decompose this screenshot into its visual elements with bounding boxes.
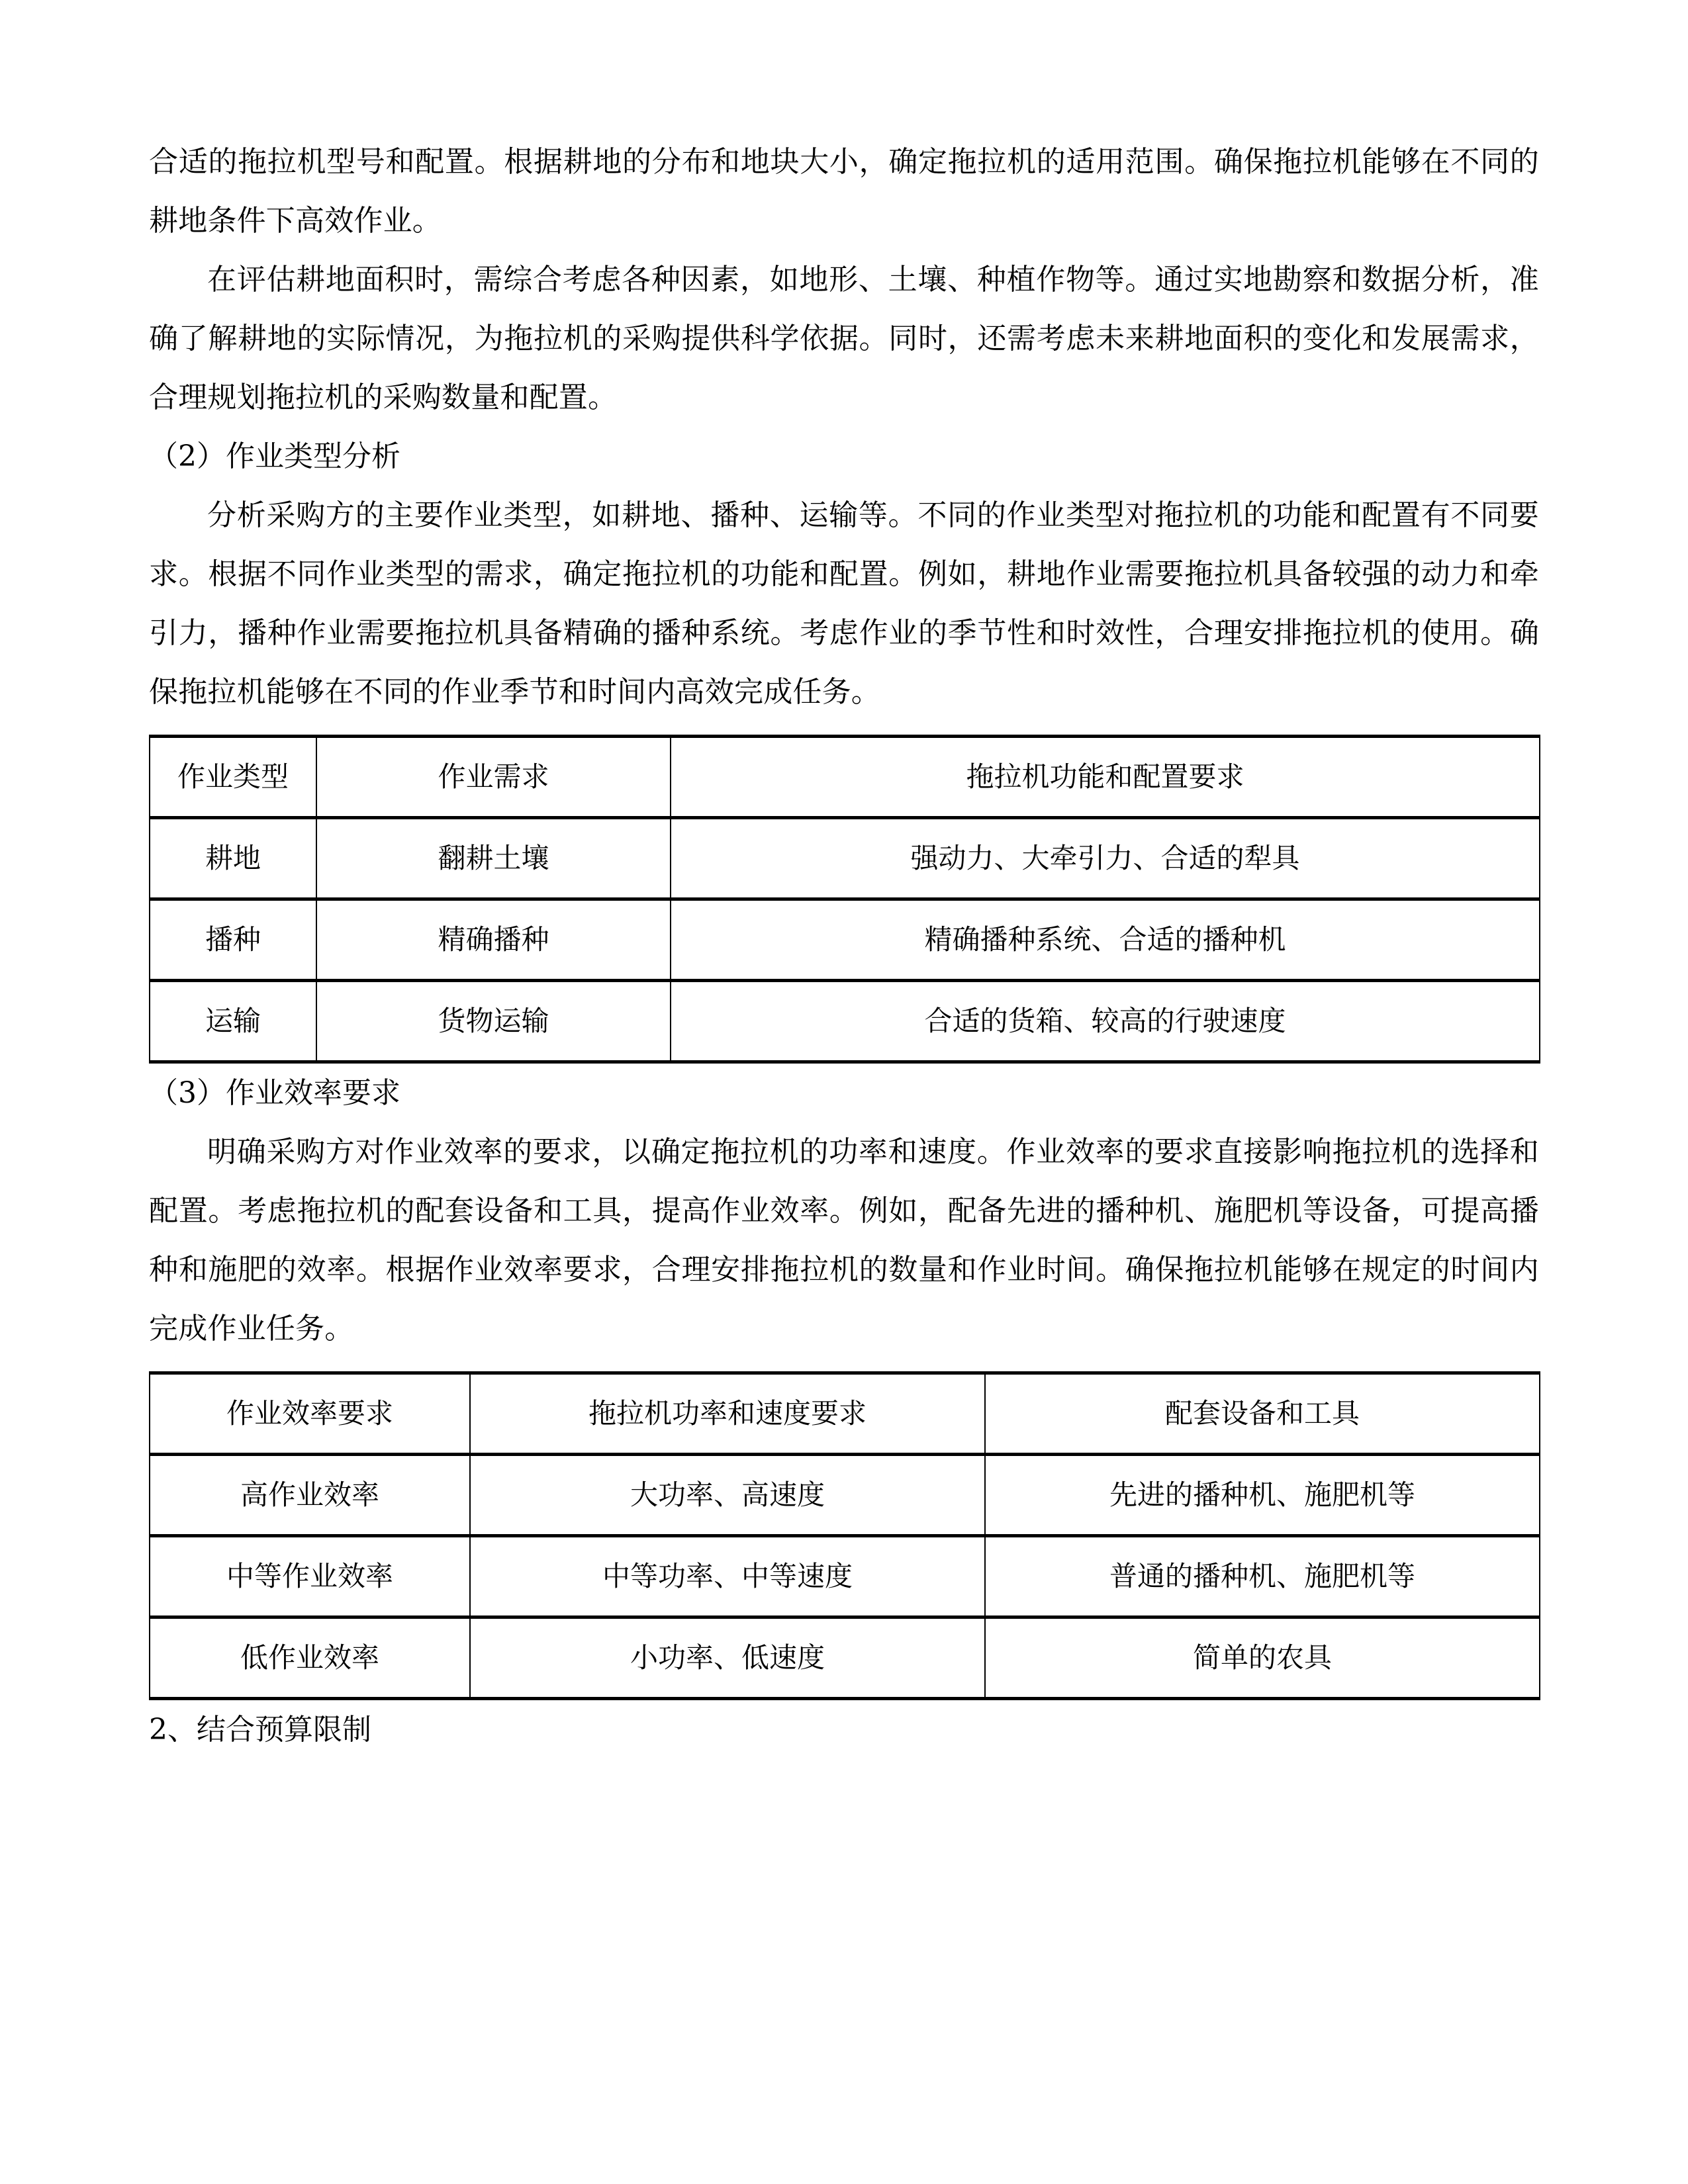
section-heading-3: （3）作业效率要求	[149, 1076, 400, 1110]
table-cell: 简单的农具	[985, 1617, 1540, 1699]
table-cell: 合适的货箱、较高的行驶速度	[671, 981, 1540, 1062]
section-heading-2: （2）作业类型分析	[149, 439, 400, 473]
table-cell: 中等功率、中等速度	[470, 1536, 985, 1617]
table-row	[150, 1536, 1540, 1617]
table-row	[150, 981, 1540, 1062]
table-row	[150, 818, 1540, 899]
table-row-header	[150, 1373, 1540, 1455]
section-heading-budget: 2、结合预算限制	[149, 1713, 371, 1747]
table-cell: 耕地	[150, 818, 316, 899]
table-cell: 精确播种	[316, 899, 671, 981]
table-operation-types	[149, 735, 1540, 1064]
table-row	[150, 899, 1540, 981]
table-cell: 普通的播种机、施肥机等	[985, 1536, 1540, 1617]
table-cell: 中等作业效率	[150, 1536, 470, 1617]
table-header-cell: 配套设备和工具	[985, 1373, 1540, 1455]
table-efficiency-requirements	[149, 1371, 1540, 1700]
table-cell: 播种	[150, 899, 316, 981]
table-cell: 大功率、高速度	[470, 1455, 985, 1536]
table-cell: 先进的播种机、施肥机等	[985, 1455, 1540, 1536]
table-header-cell: 作业类型	[150, 737, 316, 818]
table-header-cell: 拖拉机功率和速度要求	[470, 1373, 985, 1455]
table-cell: 运输	[150, 981, 316, 1062]
table-row	[150, 1617, 1540, 1699]
table-cell: 低作业效率	[150, 1617, 470, 1699]
paragraph-continuation: 合适的拖拉机型号和配置。根据耕地的分布和地块大小，确定拖拉机的适用范围。确保拖拉机能够在不同的耕地条件下高效作业。	[149, 145, 1539, 238]
table-cell: 货物运输	[316, 981, 671, 1062]
table-1-spacer	[149, 721, 1539, 735]
table-cell: 强动力、大牵引力、合适的犁具	[671, 818, 1540, 899]
paragraph-operation-types: 分析采购方的主要作业类型，如耕地、播种、运输等。不同的作业类型对拖拉机的功能和配置有不同要求。根据不同作业类型的需求，确定拖拉机的功能和配置。例如，耕地作业需要拖拉机具备较强的动力和牵引力，播种作业需要拖拉机具备精确的播种系统。考虑作业的季节性和时效性，合理安排拖拉机的使用。确保拖拉机能够在不同的作业季节和时间内高效完成任务。	[149, 498, 1539, 709]
table-cell: 小功率、低速度	[470, 1617, 985, 1699]
table-cell: 翻耕土壤	[316, 818, 671, 899]
table-row-header	[150, 737, 1540, 818]
table-cell: 高作业效率	[150, 1455, 470, 1536]
table-row	[150, 1455, 1540, 1536]
table-header-cell: 作业效率要求	[150, 1373, 470, 1455]
table-2-spacer	[149, 1358, 1539, 1371]
table-header-cell: 拖拉机功能和配置要求	[671, 737, 1540, 818]
paragraph-cultivated-area: 在评估耕地面积时，需综合考虑各种因素，如地形、土壤、种植作物等。通过实地勘察和数据分析，准确了解耕地的实际情况，为拖拉机的采购提供科学依据。同时，还需考虑未来耕地面积的变化和发展需求，合理规划拖拉机的采购数量和配置。	[149, 263, 1539, 414]
table-header-cell: 作业需求	[316, 737, 671, 818]
table-cell: 精确播种系统、合适的播种机	[671, 899, 1540, 981]
paragraph-efficiency: 明确采购方对作业效率的要求，以确定拖拉机的功率和速度。作业效率的要求直接影响拖拉机的选择和配置。考虑拖拉机的配套设备和工具，提高作业效率。例如，配备先进的播种机、施肥机等设备，可提高播种和施肥的效率。根据作业效率要求，合理安排拖拉机的数量和作业时间。确保拖拉机能够在规定的时间内完成作业任务。	[149, 1135, 1539, 1345]
